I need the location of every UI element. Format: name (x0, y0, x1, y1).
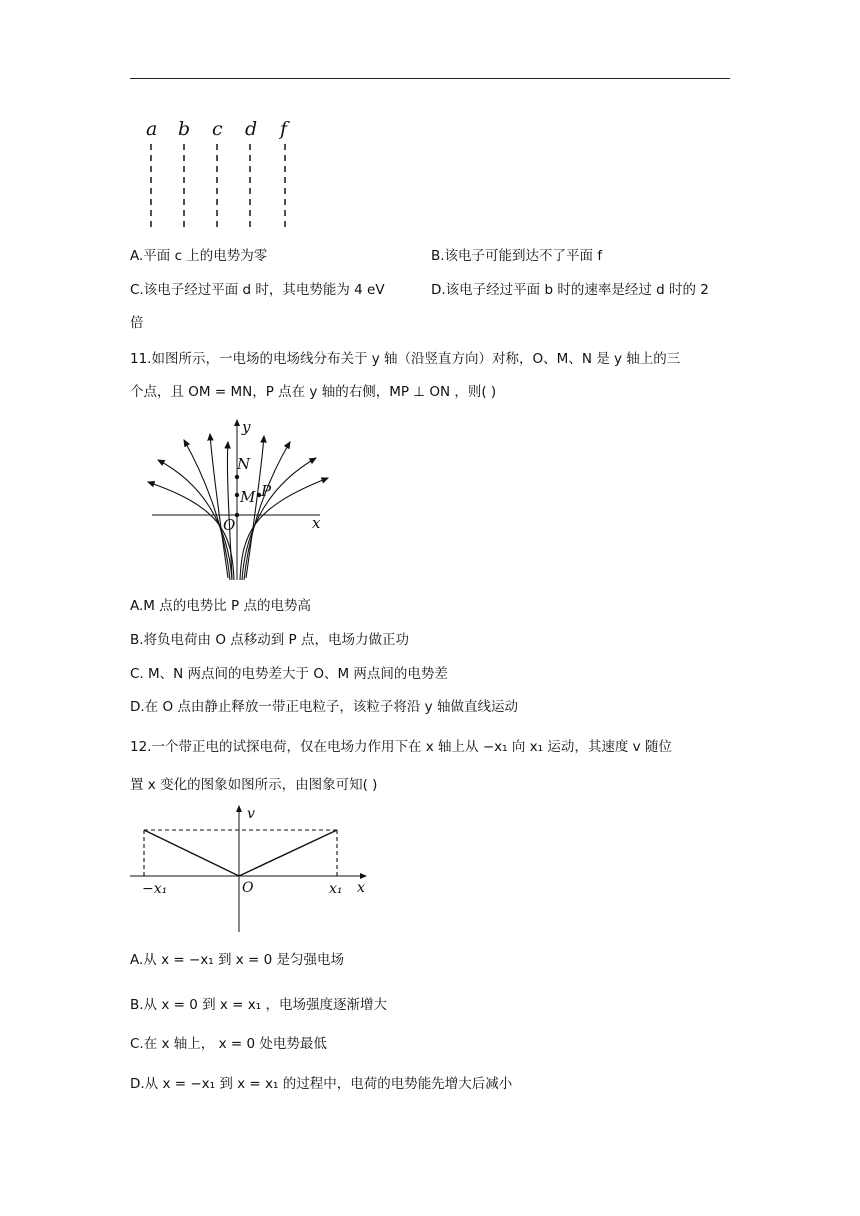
q10-option-d: D.该电子经过平面 b 时的速率是经过 d 时的 2 (431, 282, 709, 298)
q11-option-d: D.在 O 点由静止释放一带正电粒子，该粒子将沿 y 轴做直线运动 (130, 699, 518, 715)
q11-option-c: C. M、N 两点间的电势差大于 O、M 两点间的电势差 (130, 666, 448, 682)
q11-stem-line2: 个点，且 OM = MN，P 点在 y 轴的右侧，MP ⊥ ON ，则( ) (130, 384, 497, 400)
field-line-left-3 (184, 440, 230, 580)
q12-option-c: C.在 x 轴上， x = 0 处电势最低 (130, 1036, 327, 1052)
q10-option-a: A.平面 c 上的电势为零 (130, 248, 268, 264)
point-o (235, 513, 239, 517)
plane-label-c: c (212, 118, 223, 140)
label-x: x (357, 880, 365, 896)
q12-option-a: A.从 x = −x₁ 到 x = 0 是匀强电场 (130, 952, 345, 968)
q12-stem-line2: 置 x 变化的图象如图所示，由图象可知( ) (130, 777, 378, 793)
label-p: P (261, 482, 272, 500)
label-o: O (242, 880, 254, 896)
field-line-left-2 (158, 460, 232, 580)
q12-option-d: D.从 x = −x₁ 到 x = x₁ 的过程中，电荷的电势能先增大后减小 (130, 1076, 513, 1092)
plane-label-a: a (146, 118, 158, 140)
q11-option-a: A.M 点的电势比 P 点的电势高 (130, 598, 311, 614)
q11-stem-line1: 11.如图所示，一电场的电场线分布关于 y 轴（沿竖直方向）对称，O、M、N 是 y 轴上的三 (130, 351, 681, 367)
label-n: N (237, 455, 251, 473)
plane-label-d: d (245, 118, 258, 140)
label-y: y (242, 418, 251, 436)
label-v: v (247, 806, 255, 822)
header-rule (130, 78, 730, 79)
q10-option-d-continued: 倍 (130, 315, 144, 331)
q11-option-b: B.将负电荷由 O 点移动到 P 点，电场力做正功 (130, 632, 409, 648)
q12-option-b: B.从 x = 0 到 x = x₁ ，电场强度逐渐增大 (130, 997, 387, 1013)
label-neg-x1: −x₁ (142, 881, 168, 897)
q10-option-b: B.该电子可能到达不了平面 f (431, 248, 603, 264)
field-lines-figure (140, 412, 340, 584)
point-n (235, 475, 239, 479)
field-line-left-4 (210, 434, 228, 578)
label-x1: x₁ (329, 881, 343, 897)
plane-label-f: f (280, 118, 288, 140)
velocity-curve (144, 830, 337, 876)
label-o: O (223, 516, 236, 534)
field-line-right-2 (242, 458, 316, 580)
label-m: M (240, 488, 256, 506)
velocity-position-graph (130, 800, 380, 936)
field-line-left-5 (227, 442, 232, 578)
plane-label-b: b (178, 118, 191, 140)
q10-option-c: C.该电子经过平面 d 时，其电势能为 4 eV (130, 282, 385, 298)
label-x: x (312, 514, 321, 532)
equipotential-planes-figure (140, 112, 310, 232)
q12-stem-line1: 12.一个带正电的试探电荷，仅在电场力作用下在 x 轴上从 −x₁ 向 x₁ 运动，其速度 v 随位 (130, 739, 672, 755)
point-m (235, 493, 239, 497)
